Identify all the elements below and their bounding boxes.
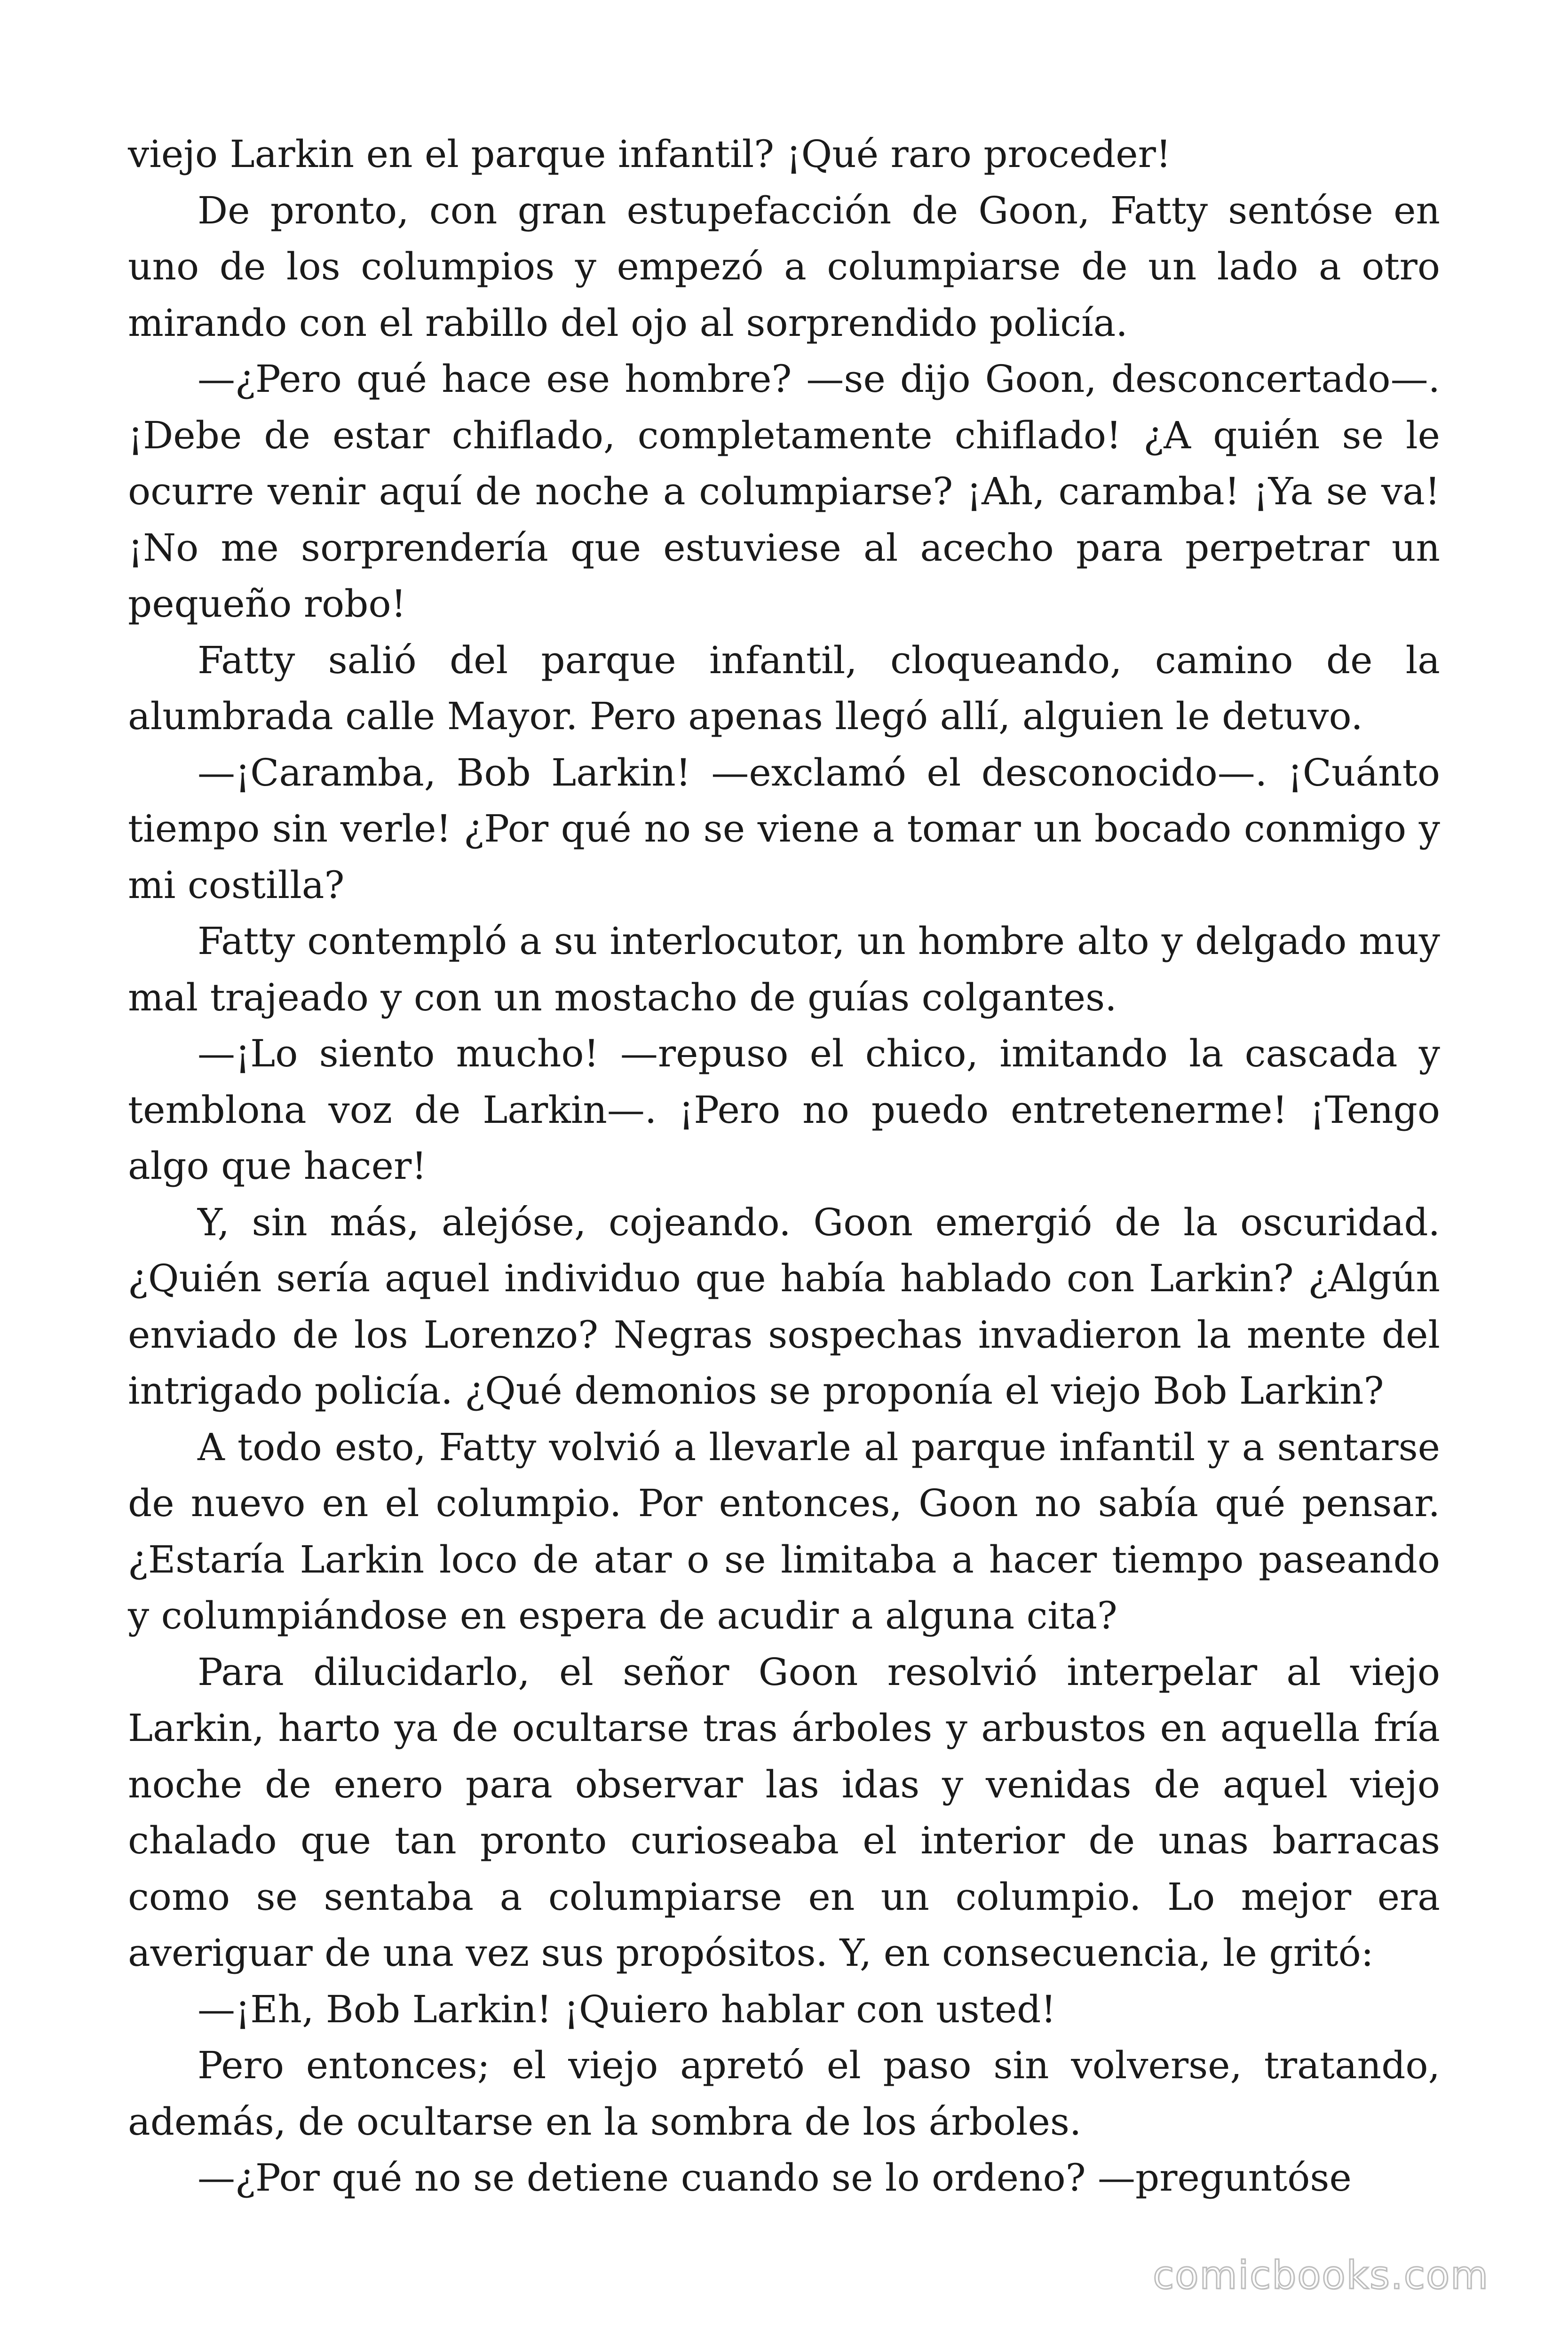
paragraph-2: De pronto, con gran estupefacción de Goon, Fatty sentóse en uno de los columpios y empezó a columpiarse de un lado a otro mirando con el rabillo del ojo al sorprendido policía. bbox=[128, 188, 1440, 345]
paragraph-12: Pero entonces; el viejo apretó el paso sin volverse, tratando, además, de ocultarse en la sombra de los árboles. bbox=[128, 2043, 1440, 2144]
paragraph-13: —¿Por qué no se detiene cuando se lo ordeno? —preguntóse bbox=[198, 2156, 1352, 2200]
paragraph-4: Fatty salió del parque infantil, cloqueando, camino de la alumbrada calle Mayor. Pero apenas llegó allí, alguien le detuvo. bbox=[128, 638, 1440, 738]
paragraph-1: viejo Larkin en el parque infantil? ¡Qué raro proceder! bbox=[128, 132, 1172, 176]
paragraph-6: Fatty contempló a su interlocutor, un hombre alto y delgado muy mal trajeado y con un mostacho de guías colgantes. bbox=[128, 919, 1440, 1019]
paragraph-7: —¡Lo siento mucho! —repuso el chico, imitando la cascada y temblona voz de Larkin—. ¡Pero no puedo entretenerme! ¡Tengo algo que hacer! bbox=[128, 1032, 1440, 1188]
body-text bbox=[128, 126, 1440, 2206]
paragraph-9: A todo esto, Fatty volvió a llevarle al parque infantil y a sentarse de nuevo en el columpio. Por entonces, Goon no sabía qué pensar. ¿Estaría Larkin loco de atar o se limitaba a hacer tiempo paseando y columpiándose en espera de acudir a alguna cita? bbox=[128, 1425, 1440, 1637]
watermark: comicbooks.com bbox=[1153, 2253, 1489, 2298]
paragraph-10: Para dilucidarlo, el señor Goon resolvió interpelar al viejo Larkin, harto ya de ocultarse tras árboles y arbustos en aquella fría noche de enero para observar las idas y venidas de aquel viejo chalado que tan pronto curioseaba el interior de unas barracas como se sentaba a columpiarse en un columpio. Lo mejor era averiguar de una vez sus propósitos. Y, en consecuencia, le gritó: bbox=[128, 1650, 1440, 1975]
paragraph-11: —¡Eh, Bob Larkin! ¡Quiero hablar con usted! bbox=[198, 1987, 1056, 2031]
paragraph-5: —¡Caramba, Bob Larkin! —exclamó el desconocido—. ¡Cuánto tiempo sin verle! ¿Por qué no se viene a tomar un bocado conmigo y mi costilla? bbox=[128, 750, 1440, 907]
paragraph-3: —¿Pero qué hace ese hombre? —se dijo Goon, desconcertado—. ¡Debe de estar chiflado, completamente chiflado! ¿A quién se le ocurre venir aquí de noche a columpiarse? ¡Ah, caramba! ¡Ya se va! ¡No me sorprendería que estuviese al acecho para perpetrar un pequeño robo! bbox=[128, 357, 1440, 626]
paragraph-8: Y, sin más, alejóse, cojeando. Goon emergió de la oscuridad. ¿Quién sería aquel individuo que había hablado con Larkin? ¿Algún enviado de los Lorenzo? Negras sospechas invadieron la mente del intrigado policía. ¿Qué demonios se proponía el viejo Bob Larkin? bbox=[128, 1200, 1440, 1413]
